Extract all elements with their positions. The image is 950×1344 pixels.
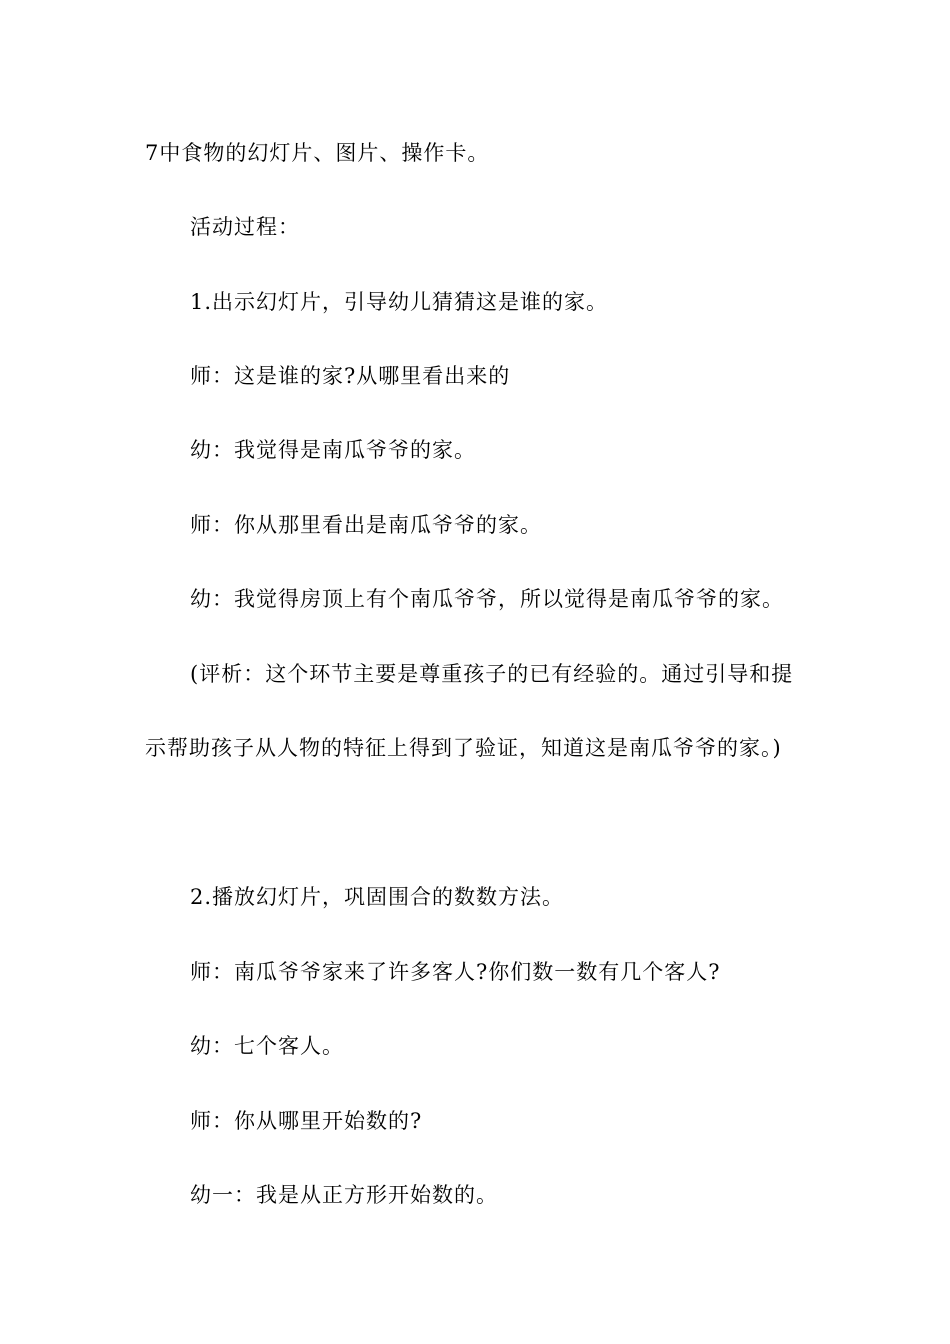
section-heading-activity-process: 活动过程：: [190, 215, 300, 239]
commentary-line-1: (评析：这个环节主要是尊重孩子的已有经验的。通过引导和提: [190, 662, 794, 686]
step-2-heading: 2.播放幻灯片，巩固围合的数数方法。: [190, 885, 565, 909]
dialogue-line: 幼一：我是从正方形开始数的。: [190, 1183, 498, 1207]
dialogue-line: 幼：七个客人。: [190, 1034, 344, 1058]
materials-continuation: 7中食物的幻灯片、图片、操作卡。: [145, 141, 490, 165]
dialogue-line: 幼：我觉得房顶上有个南瓜爷爷，所以觉得是南瓜爷爷的家。: [190, 587, 784, 611]
dialogue-line: 师：你从哪里开始数的?: [190, 1109, 423, 1133]
dialogue-line: 幼：我觉得是南瓜爷爷的家。: [190, 438, 476, 462]
dialogue-line: 师：南瓜爷爷家来了许多客人?你们数一数有几个客人?: [190, 960, 721, 984]
step-1-heading: 1.出示幻灯片，引导幼儿猜猜这是谁的家。: [190, 290, 609, 314]
dialogue-line: 师：你从那里看出是南瓜爷爷的家。: [190, 513, 542, 537]
dialogue-line: 师：这是谁的家?从哪里看出来的: [190, 364, 511, 388]
commentary-line-2: 示帮助孩子从人物的特征上得到了验证，知道这是南瓜爷爷的家。): [145, 736, 782, 760]
